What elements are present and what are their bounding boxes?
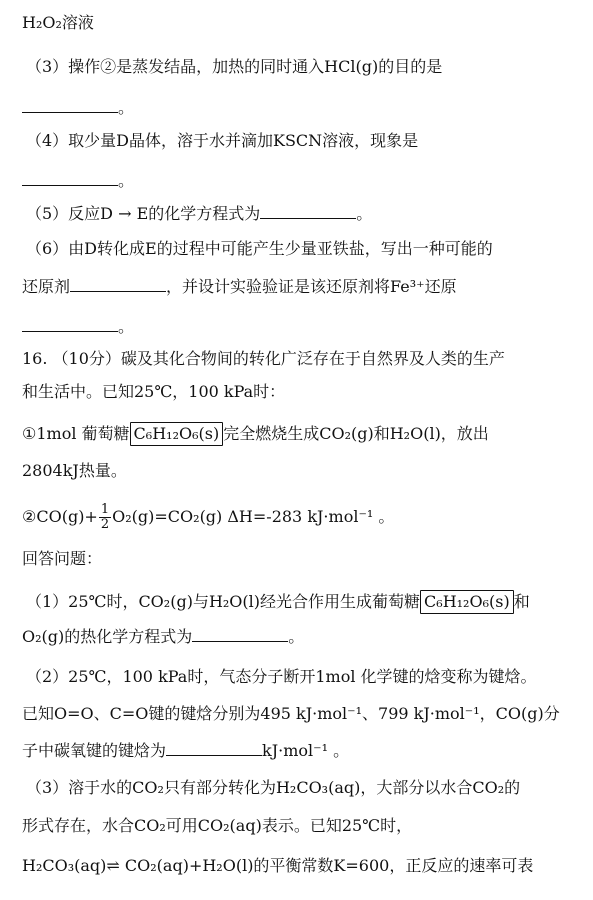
answer-blank[interactable] [70, 276, 166, 292]
answer-line: 。 [22, 97, 134, 119]
question-1-cont: O₂(g)的热化学方程式为 。 [22, 627, 305, 646]
answer-blank[interactable] [22, 316, 118, 332]
question-4: （4）取少量D晶体，溶于水并滴加KSCN溶液，现象是 [26, 131, 419, 150]
text-line: 形式存在，水合CO₂可用CO₂(aq)表示。已知25℃时， [22, 816, 413, 835]
answer-blank[interactable] [22, 170, 118, 186]
text-line: 已知O=O、C=O键的键焓分别为495 kJ·mol⁻¹、799 kJ·mol⁻¹，CO(g)分 [22, 704, 560, 723]
question-2-cont: 子中碳氧键的键焓为 kJ·mol⁻¹ 。 [22, 741, 350, 760]
answer-blank[interactable] [260, 203, 356, 219]
answer-line: 。 [22, 170, 134, 192]
question-5: （5）反应D → E的化学方程式为 。 [26, 204, 373, 223]
question-6-cont: 还原剂 ，并设计实验验证是该还原剂将Fe³⁺还原 [22, 277, 457, 296]
formula-bracket: C₆H₁₂O₆(s) [420, 590, 514, 614]
question-2: （2）25℃，100 kPa时，气态分子断开1mol 化学键的焓变称为键焓。 [26, 667, 537, 686]
answer-blank[interactable] [22, 97, 118, 113]
text-line: 和生活中。已知25℃，100 kPa时： [22, 382, 286, 401]
answer-blank[interactable] [166, 740, 262, 756]
given-2: ②CO(g)+ $\frac{1}{2}$ O₂(g)=CO₂(g) ΔH=-283 kJ·mol⁻¹ 。 [22, 502, 395, 532]
question-3: （3）操作②是蒸发结晶，加热的同时通入HCl(g)的目的是 [26, 57, 443, 76]
text-line: H₂CO₃(aq)⇌ CO₂(aq)+H₂O(l)的平衡常数K=600，正反应的速率可表 [22, 856, 534, 875]
fraction: $\frac{1}{2}$ [100, 502, 110, 532]
given-1: ①1mol 葡萄糖 C₆H₁₂O₆(s) 完全燃烧生成CO₂(g)和H₂O(l)，放出 [22, 422, 489, 446]
text-line: 2804kJ热量。 [22, 461, 127, 480]
problem-16: 16. （10分）碳及其化合物间的转化广泛存在于自然界及人类的生产 [22, 349, 505, 368]
question-6: （6）由D转化成E的过程中可能产生少量亚铁盐，写出一种可能的 [26, 239, 493, 258]
text-line: H₂O₂溶液 [22, 13, 94, 32]
answer-line: 。 [22, 316, 134, 338]
text-line: 回答问题： [22, 549, 103, 568]
question-1: （1）25℃时，CO₂(g)与H₂O(l)经光合作用生成葡萄糖 C₆H₁₂O₆(s) 和 [26, 590, 530, 614]
question-3b: （3）溶于水的CO₂只有部分转化为H₂CO₃(aq)，大部分以水合CO₂的 [26, 778, 521, 797]
formula-bracket: C₆H₁₂O₆(s) [130, 422, 224, 446]
answer-blank[interactable] [192, 626, 288, 642]
